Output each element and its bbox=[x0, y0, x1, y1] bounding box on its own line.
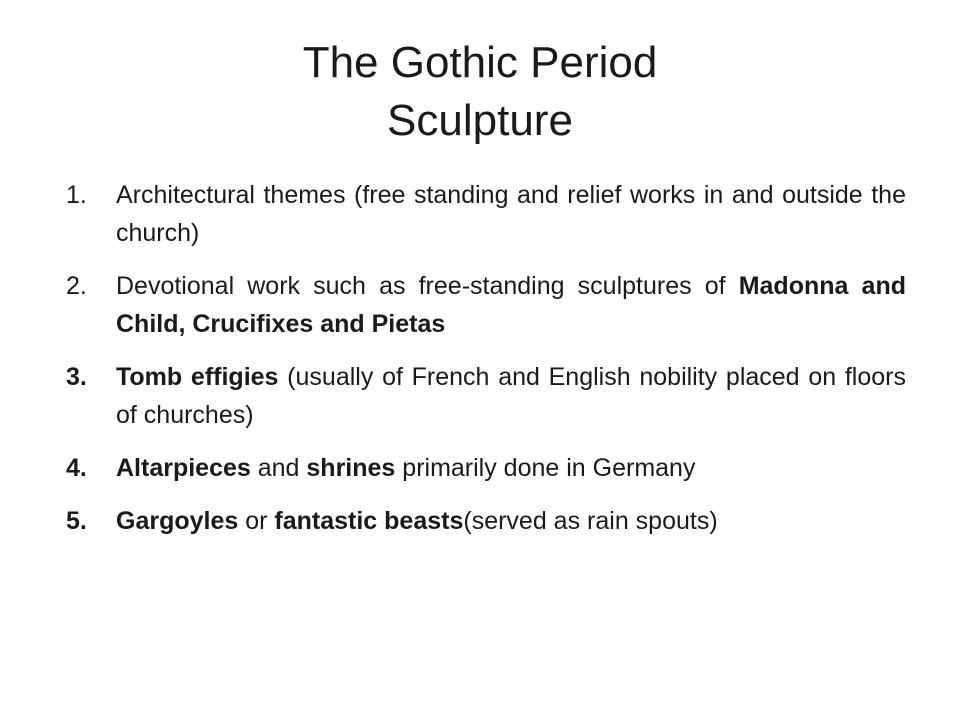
item-text-bold: Gargoyles bbox=[116, 507, 239, 535]
item-text-bold: shrines bbox=[306, 454, 396, 482]
list-item bbox=[66, 176, 906, 252]
item-text-bold: Altarpieces bbox=[116, 454, 251, 482]
item-number: 5. bbox=[66, 507, 87, 535]
slide-title bbox=[60, 34, 900, 150]
item-number: 3. bbox=[66, 363, 87, 391]
item-text-bold: Madonna and Child, Crucifixes and Pietas bbox=[116, 272, 906, 338]
item-text: or bbox=[238, 507, 275, 535]
item-text: (served as rain spouts) bbox=[463, 507, 718, 535]
item-number: 2. bbox=[66, 272, 87, 300]
item-text: and bbox=[250, 454, 307, 482]
item-number: 4. bbox=[66, 454, 87, 482]
list-item bbox=[66, 358, 906, 434]
item-text: Architectural themes (free standing and relief works in and outside the church) bbox=[116, 181, 906, 247]
title-line-2: Sculpture bbox=[387, 96, 573, 145]
content-list bbox=[66, 176, 906, 555]
title-line-1: The Gothic Period bbox=[302, 38, 658, 87]
item-number: 1. bbox=[66, 181, 87, 209]
item-text: primarily done in Germany bbox=[395, 454, 696, 482]
item-text-bold: fantastic beasts bbox=[274, 507, 464, 535]
item-text: Devotional work such as free-standing sculptures of bbox=[116, 272, 739, 300]
list-item bbox=[66, 267, 906, 343]
list-item bbox=[66, 449, 906, 487]
item-text: (usually of French and English nobility placed on floors of churches) bbox=[116, 363, 906, 429]
item-text-bold: Tomb effigies bbox=[116, 363, 279, 391]
list-item bbox=[66, 502, 906, 540]
